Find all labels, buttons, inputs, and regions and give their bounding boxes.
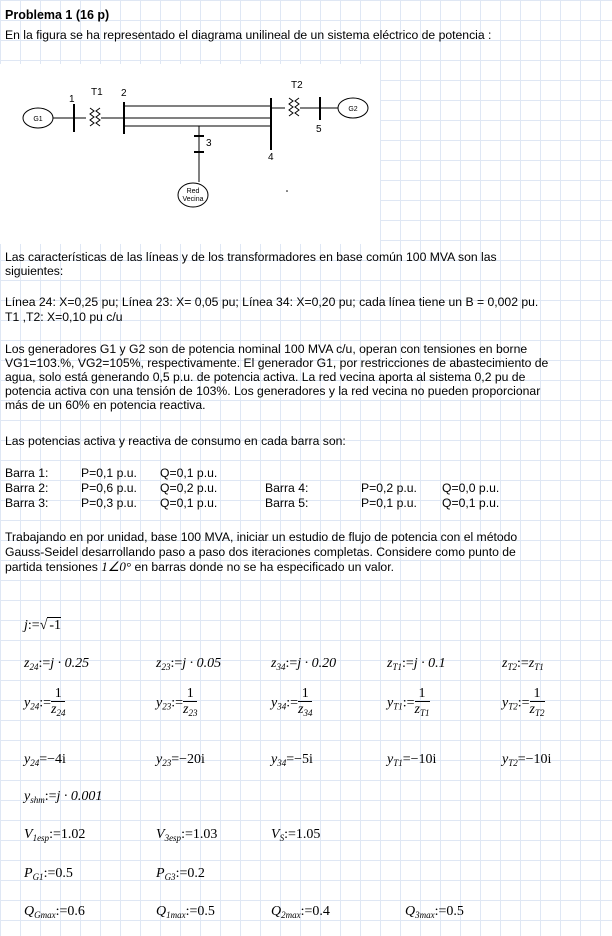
gen-text-3: agua, solo está generando 0,5 p.u. de potencia activa. La red vecina aporta al sistema 0,2 pu de bbox=[5, 370, 526, 384]
yt1-result: $y_{T1}=-10i$ bbox=[387, 752, 437, 768]
load-p: P=0,1 p.u. bbox=[81, 466, 137, 480]
load-q: Q=0,2 p.u. bbox=[160, 481, 218, 495]
load-bus-label: Barra 2: bbox=[5, 481, 49, 495]
v1esp-def: $V_{1esp}:=1.02$ bbox=[24, 827, 86, 843]
gen-text-2: VG1=103.%, VG2=105%, respectivamente. El generador G1, por restricciones de abastecimiento de bbox=[5, 356, 549, 370]
yt2-result: $y_{T2}=-10i$ bbox=[502, 752, 552, 768]
zt1-def: $z_{T1}:=j \cdot 0.1$ bbox=[387, 656, 446, 672]
load-bus-label: Barra 3: bbox=[5, 496, 49, 510]
qgmax-def: $Q_{Gmax}:=0.6$ bbox=[24, 904, 85, 920]
single-line-diagram bbox=[0, 64, 380, 244]
gen-text-5: más de un 60% en potencia reactiva. bbox=[5, 398, 206, 412]
intro-text: En la figura se ha representado el diagrama unilineal de un sistema eléctrico de potencia : bbox=[5, 28, 492, 42]
load-p: P=0,1 p.u. bbox=[361, 496, 417, 510]
bus-4-label: 4 bbox=[268, 152, 274, 163]
z24-def: $z_{24}:=j \cdot 0.25$ bbox=[24, 656, 90, 672]
red-label-2: Vecina bbox=[182, 196, 204, 203]
method-text-3: partida tensiones 1∠0° en barras donde no se ha especificado un valor. bbox=[5, 559, 394, 574]
t1-label: T1 bbox=[91, 87, 103, 98]
g1-label: G1 bbox=[33, 116, 43, 123]
load-q: Q=0,1 p.u. bbox=[160, 496, 218, 510]
gen-text-4: potencia activa con una tensión de 103%. Los generadores y la red vecina no pueden proporcionar bbox=[5, 384, 541, 398]
t2-label: T2 bbox=[291, 80, 303, 91]
load-q: Q=0,1 p.u. bbox=[442, 496, 500, 510]
red-label-1: Red bbox=[186, 188, 200, 195]
load-bus-label: Barra 5: bbox=[265, 496, 309, 510]
load-p: P=0,2 p.u. bbox=[361, 481, 417, 495]
z34-def: $z_{34}:=j \cdot 0.20$ bbox=[271, 656, 337, 672]
y23-def: $y_{23}:=$ $\frac{1}{z_{23}}$ bbox=[156, 686, 198, 718]
q2max-def: $Q_{2max}:=0.4$ bbox=[271, 904, 330, 920]
load-p: P=0,3 p.u. bbox=[81, 496, 137, 510]
load-p: P=0,6 p.u. bbox=[81, 481, 137, 495]
bus-3-label: 3 bbox=[206, 138, 212, 149]
load-bus-label: Barra 1: bbox=[5, 466, 49, 480]
load-q: Q=0,0 p.u. bbox=[442, 481, 500, 495]
j-definition: j:=√ -1 bbox=[24, 618, 62, 633]
bus-2-label: 2 bbox=[121, 88, 127, 99]
y24-result: $y_{24}=-4i$ bbox=[24, 752, 66, 768]
diagram-svg bbox=[0, 64, 380, 244]
y34-result: $y_{34}=-5i$ bbox=[271, 752, 313, 768]
y23-result: $y_{23}=-20i$ bbox=[156, 752, 205, 768]
y24-def: $y_{24}:=$ $\frac{1}{z_{24}}$ bbox=[24, 686, 66, 718]
yt2-def: $y_{T2}:=$ $\frac{1}{z_{T2}}$ bbox=[502, 686, 545, 718]
v3esp-def: $V_{3esp}:=1.03$ bbox=[156, 827, 218, 843]
red-vecina-symbol bbox=[178, 183, 208, 207]
pg3-def: $P_{G3}:=0.2$ bbox=[156, 866, 205, 882]
yshm-def: $y_{shm}:=j \cdot 0.001$ bbox=[24, 789, 103, 805]
transformer-t1-symbol bbox=[90, 108, 100, 126]
q1max-def: $Q_{1max}:=0.5$ bbox=[156, 904, 215, 920]
g2-label: G2 bbox=[348, 106, 358, 113]
method-text-2: Gauss-Seidel desarrollando paso a paso dos iteraciones completas. Considere como punto de bbox=[5, 545, 516, 559]
initial-voltage: 1∠0° bbox=[101, 559, 132, 574]
method-text-1: Trabajando en por unidad, base 100 MVA, iniciar un estudio de flujo de potencia con el método bbox=[5, 530, 518, 544]
lines-intro-2: siguientes: bbox=[5, 264, 64, 278]
bus-5-label: 5 bbox=[316, 124, 322, 135]
problem-title: Problema 1 (16 p) bbox=[5, 8, 110, 22]
line-params-2: T1 ,T2: X=0,10 pu c/u bbox=[5, 310, 123, 324]
bus-1-label: 1 bbox=[69, 94, 75, 105]
line-params-1: Línea 24: X=0,25 pu; Línea 23: X= 0,05 pu; Línea 34: X=0,20 pu; cada línea tiene un B = 0,002 pu. bbox=[5, 295, 539, 309]
q3max-def: $Q_{3max}:=0.5$ bbox=[405, 904, 464, 920]
y34-def: $y_{34}:=$ $\frac{1}{z_{34}}$ bbox=[271, 686, 313, 718]
yt1-def: $y_{T1}:=$ $\frac{1}{z_{T1}}$ bbox=[387, 686, 430, 718]
pg1-def: $P_{G1}:=0.5$ bbox=[24, 866, 73, 882]
load-q: Q=0,1 p.u. bbox=[160, 466, 218, 480]
transformer-t2-symbol bbox=[289, 98, 299, 116]
vs-def: $V_S:=1.05$ bbox=[271, 827, 321, 843]
gen-text-1: Los generadores G1 y G2 son de potencia nominal 100 MVA c/u, operan con tensiones en borne bbox=[5, 342, 528, 356]
load-bus-label: Barra 4: bbox=[265, 481, 309, 495]
zt2-def: $z_{T2}:=z_{T1}$ bbox=[502, 656, 544, 672]
loads-intro: Las potencias activa y reactiva de consumo en cada barra son: bbox=[5, 434, 346, 448]
z23-def: $z_{23}:=j \cdot 0.05$ bbox=[156, 656, 222, 672]
lines-intro-1: Las características de las líneas y de los transformadores en base común 100 MVA son las bbox=[5, 250, 497, 264]
